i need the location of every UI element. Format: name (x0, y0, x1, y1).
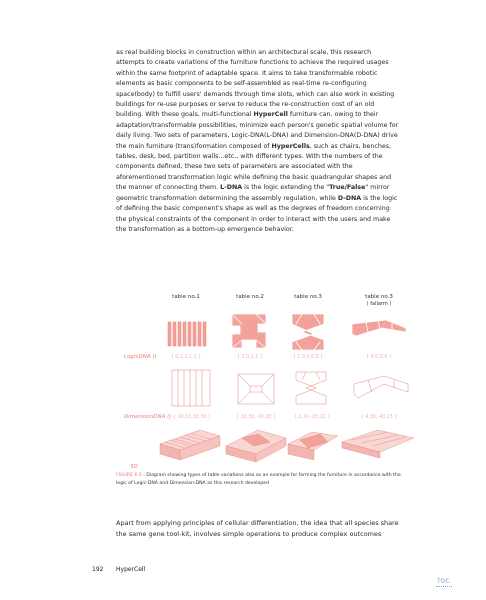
column-header: table no.3 (365, 294, 393, 300)
paragraph-text: furniture can, owing to their adaptation/transformable possibilities, minimize each person's genetic spatial volume for daily living. Two sets of parameters, Logic-DNA(L-DNA) and Dimension-DNA(D-DNA) drive the main furniture (trans)formation composed of (116, 111, 399, 150)
column-header: table no.3 (294, 294, 322, 300)
logic-value: { 0,1,1,1,1 } (170, 355, 202, 360)
column-subheader: ( fallarm ) (366, 301, 392, 307)
toc-link[interactable]: TOC (437, 578, 450, 585)
3d-model-table-1 (160, 430, 220, 460)
logic-value: { 1,0,1,1 } (237, 355, 263, 360)
paragraph-text: , such as chairs, benches, tables, desk, bed, partition walls...etc., with different types. With the numbers of the components defined, these two sets of parameters are associated with the aforementioned transformation logic while defining the basic quadrangular shapes and the manner of connecting them. (116, 142, 392, 192)
logic-shape-table-3-fallarm (352, 320, 406, 336)
figure-number: FIGURE 6.9 (116, 473, 142, 478)
bold-term: D-DNA (337, 194, 362, 202)
page-number: 192 (92, 566, 104, 573)
dimension-shape-table-1 (172, 370, 210, 406)
logic-value: { 1,0,0,0,0 } (292, 355, 324, 360)
dimension-value: { 10,30,-10,20 } (236, 415, 276, 420)
logic-dna-row-label: LogicDNA () (124, 354, 157, 360)
body-paragraph-1 (116, 48, 400, 235)
dimension-value: { 4,30,-40,15 } (360, 415, 398, 420)
bold-term: HyperCell (253, 111, 288, 119)
caption-text: : Diagram showing types of table variations also as an example for forming the furniture in accordance with the logic of Logic-DNA and Dimension-DNA as this research developed (116, 473, 401, 486)
dimension-dna-row-label: DimensionDNA () (124, 414, 172, 420)
bold-term: HyperCells (271, 142, 310, 150)
3d-model-table-2 (226, 430, 286, 462)
logic-value: { 0,0,0,0 } (366, 355, 392, 360)
dimension-value: { 10,10,30,30 } (172, 415, 212, 420)
bold-term: True/False (329, 184, 366, 192)
figure-caption (116, 472, 406, 487)
column-header: table no.2 (236, 294, 264, 300)
3d-model-table-3 (288, 432, 338, 460)
logic-shape-table-2 (232, 314, 266, 348)
paragraph-text: as real building blocks in construction within an architectural scale, this research attempts to create variations of the furniture functions to achieve the required usages within the same footprint of adaptable space. It aims to take transformable robotic elements as basic components to be self-assembled as real-time re-configuring space(body) to fulfill users' demands through time slots, which can also work in existing buildings for re-use purposes or serve to reduce the re-construction cost of an old building. With these goals, multi-functional (116, 49, 395, 119)
paragraph-text: is the logic of defining the basic component's shape as well as the degrees of freedom concerning the physical constraints of the component in order to interact with the users and make the transformation as a bottom-up emergence behavior. (116, 194, 398, 233)
figure-diagram (116, 284, 416, 470)
dimension-shape-table-3 (296, 372, 326, 404)
3d-model-table-3-fallarm (342, 430, 414, 458)
dimension-shape-table-2 (238, 374, 274, 404)
column-header: table no.1 (172, 294, 200, 300)
bold-term: L-DNA (220, 184, 243, 192)
paragraph-text: is the logic extending the " (242, 184, 330, 192)
dimension-value: { 2,10,-20,22 } (293, 415, 331, 420)
paragraph-text: " mirror geometric transformation determining the assembly regulation, while (116, 184, 390, 202)
table-variations-figure (116, 284, 416, 474)
running-footer-title: HyperCell (116, 566, 146, 573)
toc-underline (436, 586, 452, 587)
body-paragraph-2: Apart from applying principles of cellular differentiation, the idea that all species share the same gene tool-kit, involves simple operations to produce complex outcomes (116, 519, 399, 538)
3d-row-label: 3D (130, 464, 138, 470)
logic-shape-table-3 (292, 314, 324, 350)
logic-shape-table-1 (168, 322, 206, 346)
dimension-shape-table-3-fallarm (354, 376, 408, 398)
